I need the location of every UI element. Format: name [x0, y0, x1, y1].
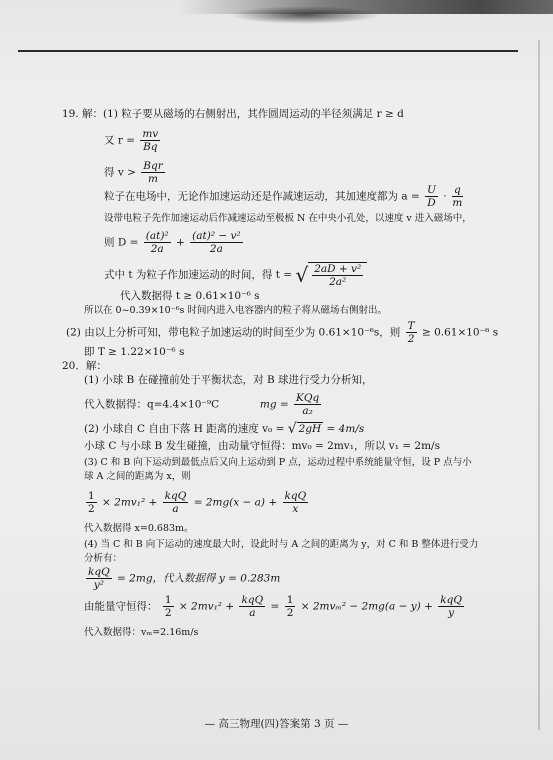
q20-line-9: 代入数据得 x=0.683m。	[84, 523, 194, 534]
q19-l8-text: 代入数据得 t ≥ 0.61×10⁻⁶ s	[120, 290, 260, 302]
numerator: (at)²	[145, 230, 169, 242]
numerator: KQq	[296, 392, 320, 404]
denominator: m	[148, 173, 158, 185]
denominator: x	[292, 503, 299, 515]
plus: +	[175, 236, 185, 249]
q20-line-1: 20．解：	[62, 360, 107, 372]
denominator: a	[249, 607, 256, 619]
denominator: y²	[93, 579, 104, 591]
q19-line-11: 即 T ≥ 1.22×10⁻⁶ s	[84, 346, 185, 358]
denominator: 2	[88, 503, 95, 515]
q20-l8-a: × 2mv₁² +	[102, 496, 158, 509]
q19-line-5: 设带电粒子先作加速运动后作减速运动至极板 N 在中央小孔处，以速度 v 进入磁场中，	[104, 213, 472, 224]
denominator: 2a	[150, 243, 164, 255]
denominator: 2	[164, 607, 172, 619]
q19-l6-fraction-1	[144, 230, 171, 255]
q19-l2-prefix: 又 r =	[104, 134, 135, 147]
q19-l10-fraction	[406, 320, 417, 345]
q20-line-7: 球 A 之间的距离为 x，则	[84, 471, 191, 482]
page-edge	[538, 40, 540, 730]
scan-shadow	[230, 6, 380, 24]
q19-l10-prefix: (2) 由以上分析可知，带电粒子加速运动的时间至少为 0.61×10⁻⁶s，则	[66, 326, 401, 339]
denominator: 2	[286, 607, 294, 619]
equals: =	[270, 600, 280, 613]
q19-l10-suffix: ≥ 0.61×10⁻⁶ s	[421, 326, 499, 339]
page-footer: — 高三物理(四)答案第 3 页 —	[204, 718, 349, 730]
q20-l13-half-1	[163, 594, 174, 619]
q19-l4-text: 粒子在电场中，无论作加速运动还是作减速运动，其加速度都为 a =	[104, 190, 420, 203]
numerator: q	[453, 184, 461, 196]
q19-line-8	[120, 290, 260, 303]
numerator: mv	[142, 128, 159, 140]
q19-line-2	[104, 128, 162, 153]
q20-line-14: 代入数据得：vₘ=2.16m/s	[84, 627, 199, 638]
q19-l4-fraction-1	[425, 184, 438, 209]
radical-sign: √	[287, 420, 297, 437]
q20-l8-half	[86, 490, 97, 515]
radical-sign: √	[295, 262, 309, 287]
q19-line-4	[104, 184, 465, 209]
q19-l2-fraction	[140, 128, 160, 153]
q19-line-3	[104, 160, 167, 185]
denominator: Bq	[143, 141, 158, 153]
numerator: 1	[286, 594, 294, 606]
numerator: (at)² − v²	[192, 230, 241, 242]
q20-line-12	[84, 566, 280, 591]
radicand: 2gH	[298, 423, 322, 435]
denominator: m	[452, 197, 463, 209]
q20-l13-fraction-1	[239, 594, 265, 619]
numerator: 1	[164, 594, 172, 606]
header-rule	[18, 50, 518, 52]
q20-l8-fraction-2	[283, 490, 309, 515]
q19-l7-sqrt	[295, 262, 367, 288]
q19-l3-fraction	[141, 160, 164, 185]
numerator: 1	[88, 490, 95, 502]
q20-l3-fraction	[294, 392, 321, 417]
denominator: 2a²	[329, 276, 347, 288]
numerator: kqQ	[88, 566, 110, 578]
numerator: U	[427, 184, 436, 196]
q20-l13-half-2	[285, 594, 296, 619]
q20-l8-b: = 2mg(x − a) +	[193, 496, 278, 509]
q19-line-10	[66, 320, 498, 345]
q20-l13-a: × 2mv₁² +	[178, 600, 235, 613]
numerator: T	[407, 320, 415, 332]
q20-line-6: (3) C 和 B 向下运动到最低点后又向上运动到 P 点，运动过程中系统能量守恒，设 P 点与小	[84, 457, 472, 468]
numerator: Bqr	[143, 160, 163, 172]
q20-line-5: 小球 C 与小球 B 发生碰撞，由动量守恒得：mv₀ = 2mv₁，所以 v₁ = 2m/s	[84, 440, 440, 452]
q20-line-8	[84, 490, 310, 515]
numerator: kqQ	[241, 594, 264, 606]
numerator: kqQ	[164, 490, 187, 502]
q19-line-6	[104, 230, 245, 255]
denominator: 2	[407, 333, 415, 345]
q19-line-9: 所以在 0~0.39×10⁻⁶s 时间内进入电容器内的粒子将从磁场右侧射出。	[84, 305, 387, 316]
denominator: a₂	[302, 405, 313, 417]
q20-l13-prefix: 由能量守恒得：	[84, 600, 158, 613]
q20-line-11: 分析有：	[84, 553, 123, 564]
numerator: kqQ	[440, 594, 462, 606]
denominator: 2a	[209, 243, 223, 255]
q19-l7-text: 式中 t 为粒子作加速运动的时间，得 t =	[104, 269, 293, 281]
q20-l13-b: × 2mvₘ² − 2mg(a − y) +	[300, 600, 433, 613]
denominator: D	[427, 197, 436, 209]
q20-l4-left: (2) 小球自 C 自由下落 H 距离的速度 v₀ =	[84, 423, 285, 435]
numerator: kqQ	[284, 490, 307, 502]
q20-line-2: (1) 小球 B 在碰撞前处于平衡状态，对 B 球进行受力分析知，	[84, 374, 373, 386]
q20-l4-sqrt	[288, 422, 323, 436]
numerator: 2aD + v²	[314, 263, 362, 275]
q20-l3-left: 代入数据得：q=4.4×10⁻⁹C	[84, 398, 220, 411]
q20-l12-rest: = 2mg，代入数据得 y = 0.283m	[117, 572, 281, 585]
denominator: y	[448, 607, 455, 619]
denominator: a	[172, 503, 179, 515]
dot: ·	[443, 190, 447, 203]
q20-line-3	[84, 392, 323, 417]
q20-line-4	[84, 422, 364, 436]
q20-line-10: (4) 当 C 和 B 向下运动的速度最大时，设此时与 A 之间的距离为 y，对 C 和 B 整体进行受力	[84, 539, 479, 550]
q19-line-1: 19. 解：(1) 粒子要从磁场的右侧射出，其作圆周运动的半径须满足 r ≥ d	[62, 108, 404, 120]
q20-l4-right: = 4m/s	[326, 423, 365, 435]
q20-l13-fraction-2	[438, 594, 464, 619]
q20-l12-fraction	[86, 566, 112, 591]
q19-l7-fraction	[312, 263, 363, 288]
q19-l6-fraction-2	[190, 230, 243, 255]
q19-line-7	[104, 262, 367, 288]
q20-l8-fraction-1	[163, 490, 189, 515]
q19-l3-prefix: 得 v >	[104, 166, 136, 179]
q20-l3-eq: mg =	[259, 398, 289, 411]
q19-l4-fraction-2	[452, 184, 463, 209]
q19-l6-prefix: 则 D =	[104, 236, 139, 249]
q20-line-13	[84, 594, 466, 619]
